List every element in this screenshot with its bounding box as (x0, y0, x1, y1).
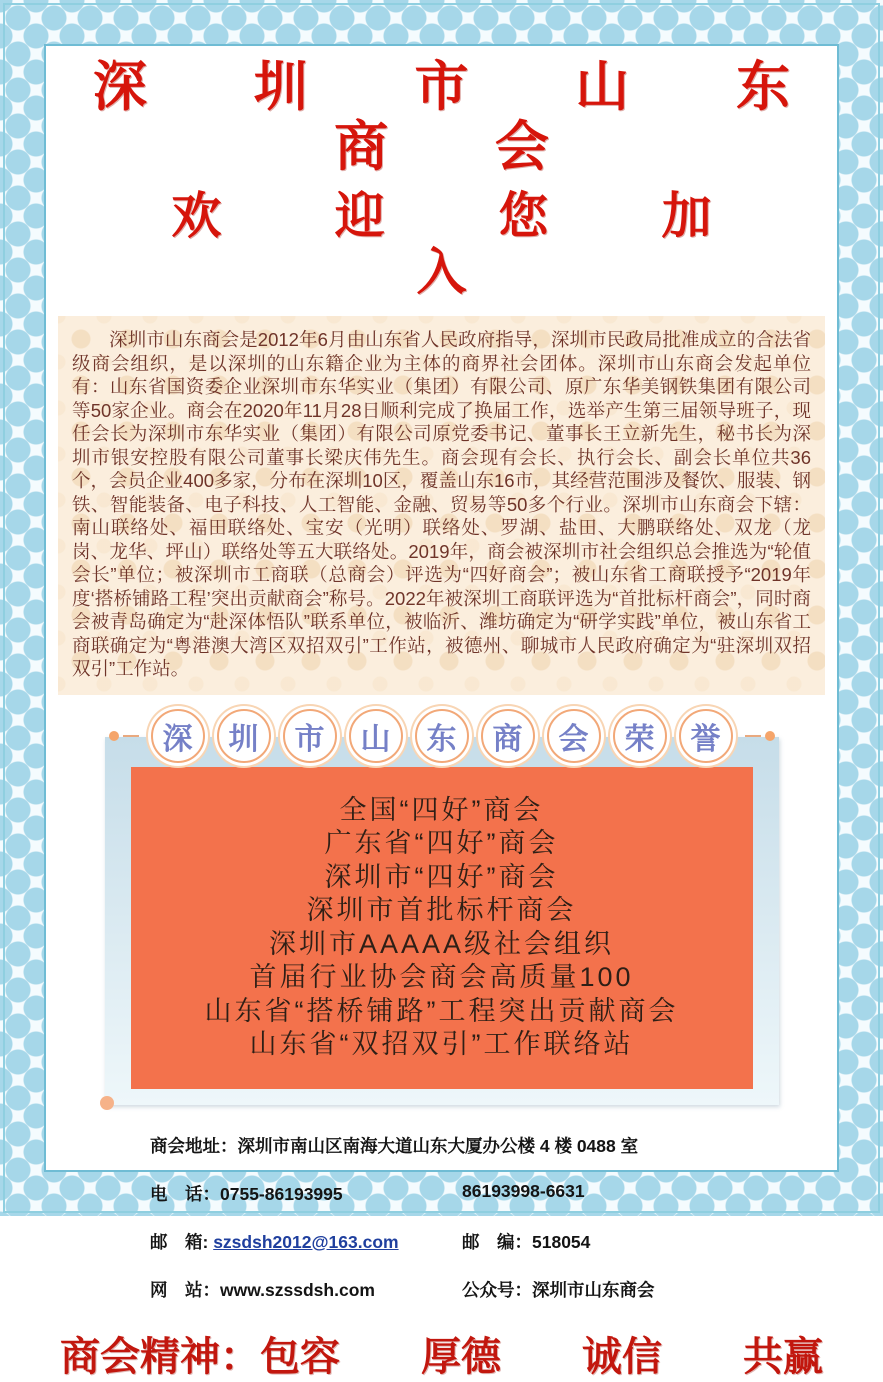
address-label: 商会地址： (150, 1135, 238, 1156)
postcode-label: 邮 编： (462, 1231, 532, 1252)
website-cell (150, 1277, 462, 1302)
honor-item: 深圳市首批标杆商会 (306, 895, 577, 925)
postcode-value: 518054 (532, 1231, 591, 1252)
honor-item: 山东省“搭桥铺路”工程突出贡献商会 (204, 995, 679, 1026)
honors-panel (105, 737, 779, 1105)
header-char-circle: 东 (415, 709, 469, 763)
dot-icon (765, 731, 775, 741)
honor-item: 深圳市AAAAA级社会组织 (268, 928, 615, 959)
contact-website-row (150, 1277, 837, 1302)
honor-item: 山东省“双招双引”工作联络站 (249, 1029, 634, 1059)
header-char-circle: 会 (547, 709, 601, 763)
contact-phone-row (150, 1181, 837, 1206)
honor-item: 广东省“四好”商会 (324, 828, 559, 858)
honor-item: 深圳市“四好”商会 (324, 861, 559, 892)
spirit-slogan (60, 1325, 823, 1382)
poster-content-area (44, 44, 839, 1380)
contact-block (150, 1133, 837, 1302)
header-char-circle: 圳 (217, 709, 271, 763)
dash-icon (123, 735, 139, 737)
header-char-circle: 深 (151, 709, 205, 763)
honors-list (131, 767, 753, 1089)
contact-address-row (150, 1133, 837, 1158)
slogan-word: 诚信 (582, 1332, 662, 1380)
honors-section-header (46, 709, 837, 763)
website-label: 网 站： (150, 1279, 220, 1300)
address-value: 深圳市南山区南海大道山东大厦办公楼 4 楼 0488 室 (237, 1135, 639, 1156)
contact-email-row (150, 1229, 837, 1254)
page-title: 深 圳 市 山 东 商 会 (92, 54, 835, 178)
phone-label: 电 话： (150, 1183, 220, 1204)
honor-item: 全国“四好”商会 (339, 794, 544, 825)
wechat-cell (462, 1277, 837, 1302)
header-decoration-left (109, 731, 139, 741)
phone1-value: 0755-86193995 (220, 1183, 343, 1204)
email-label: 邮 箱: (150, 1231, 214, 1252)
wechat-value: 深圳市山东商会 (532, 1279, 655, 1300)
postcode-cell (462, 1229, 837, 1254)
wechat-label: 公众号： (462, 1279, 532, 1300)
honor-item: 首届行业协会商会高质量100 (249, 962, 634, 992)
slogan-prefix: 商会精神：包容 (60, 1332, 340, 1380)
header-char-circle: 荣 (613, 709, 667, 763)
header-char-circle: 誉 (679, 709, 733, 763)
intro-paragraph: 深圳市山东商会是2012年6月由山东省人民政府指导，深圳市民政局批准成立的合法省级商会组织，是以深圳的山东籍企业为主体的商界社会团体。深圳市山东商会发起单位有：山东省国资委企业深圳市东华实业（集团）有限公司、原广东华美钢铁集团有限公司等50家企业。商会在2020年11月28日顺利完成了换届工作，选举产生第三届领导班子，现任会长为深圳市东华实业（集团）有限公司原党委书记、董事长王立新先生，秘书长为深圳市银安控股有限公司董事长梁庆伟先生。商会现有会长、执行会长、副会长单位共36个，会员企业400多家，分布在深圳10区，覆盖山东16市，其经营范围涉及餐饮、服装、钢铁、智能装备、电子科技、人工智能、金融、贸易等50多个行业。深圳市山东商会下辖：南山联络处、福田联络处、宝安（光明）联络处、罗湖、盐田、大鹏联络处、双龙（龙岗、龙华、坪山）联络处等五大联络处。2019年，商会被深圳市社会组织总会推选为“轮值会长”单位；被深圳市工商联（总商会）评选为“四好商会”；被山东省工商联授予“2019年度‘搭桥铺路工程’突出贡献商会”称号。2022年被深圳工商联评选为“首批标杆商会”，同时商会被青岛确定为“赴深体悟队”联系单位，被临沂、潍坊确定为“研学实践”单位，被山东省工商联确定为“粤港澳大湾区双招双引”工作站，被德州、聊城市人民政府确定为“驻深圳双招双引”工作站。 (58, 316, 825, 695)
phone2-value: 86193998-6631 (462, 1180, 585, 1201)
header-char-circle: 商 (481, 709, 535, 763)
email-cell (150, 1229, 462, 1254)
dash-icon (745, 735, 761, 737)
header-char-circle: 市 (283, 709, 337, 763)
website-value: www.szssdsh.com (220, 1279, 375, 1300)
slogan-word: 厚德 (421, 1332, 501, 1380)
phone-cell (150, 1181, 462, 1206)
slogan-word: 共赢 (743, 1332, 823, 1380)
email-link[interactable]: szsdsh2012@163.com (213, 1231, 399, 1252)
page-subtitle: 欢 迎 您 加 入 (171, 186, 760, 301)
dot-icon (109, 731, 119, 741)
header-char-circle: 山 (349, 709, 403, 763)
header-decoration-right (745, 731, 775, 741)
